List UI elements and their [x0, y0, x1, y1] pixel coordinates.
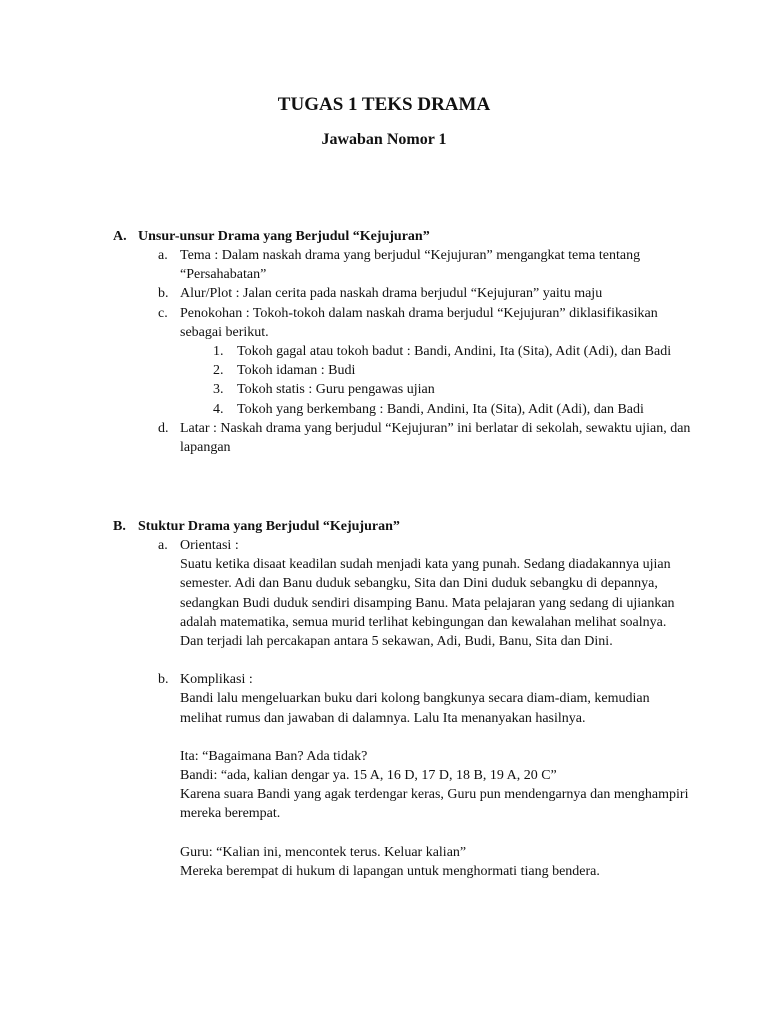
item-marker: b.: [158, 286, 169, 302]
section-a: [113, 227, 693, 457]
sub-list-item: [113, 380, 693, 399]
komplikasi-text: Karena suara Bandi yang agak terdengar keras, Guru pun mendengarnya dan menghampiri mereka berempat.: [180, 787, 689, 822]
list-item: [113, 419, 693, 457]
item-text: Alur/Plot : Jalan cerita pada naskah drama berjudul “Kejujuran” yaitu maju: [180, 286, 603, 302]
section-b-marker: B.: [113, 519, 126, 534]
item-marker: b.: [158, 672, 169, 688]
dialog-line: Bandi: “ada, kalian dengar ya. 15 A, 16 D, 17 D, 18 B, 19 A, 20 C”: [180, 768, 557, 784]
item-marker: a.: [158, 248, 168, 263]
sub-item-text: Tokoh gagal atau tokoh badut : Bandi, Andini, Ita (Sita), Adit (Adi), dan Badi: [237, 344, 672, 360]
section-a-marker: A.: [113, 229, 127, 244]
document-subtitle: Jawaban Nomor 1: [321, 131, 447, 148]
komplikasi-label: Komplikasi :: [180, 672, 253, 688]
list-item: [113, 246, 693, 284]
item-marker: d.: [158, 420, 169, 436]
item-text: Penokohan : Tokoh-tokoh dalam naskah drama berjudul “Kejujuran” diklasifikasikan sebagai berikut.: [180, 305, 658, 340]
dialog-line: Ita: “Bagaimana Ban? Ada tidak?: [180, 748, 368, 764]
document-title: TUGAS 1 TEKS DRAMA: [277, 94, 491, 115]
sub-item-text: Tokoh idaman : Budi: [237, 363, 356, 379]
list-item-komplikasi: [113, 670, 693, 881]
spacer: [180, 728, 693, 747]
komplikasi-text: Bandi lalu mengeluarkan buku dari kolong bangkunya secara diam-diam, kemudian melihat rumus dan jawaban di dalamnya. Lalu Ita menanyakan hasilnya.: [180, 691, 650, 726]
item-marker: a.: [158, 538, 168, 553]
sub-list-item: [113, 400, 693, 419]
list-item: [113, 284, 693, 303]
list-item: [113, 304, 693, 342]
sub-item-marker: 2.: [213, 363, 224, 379]
section-b-heading-text: Stuktur Drama yang Berjudul “Kejujuran”: [138, 519, 400, 534]
sub-item-marker: 4.: [213, 401, 224, 417]
item-text: Tema : Dalam naskah drama yang berjudul “Kejujuran” mengangkat tema tentang “Persahabatan”: [180, 248, 641, 283]
section-b-heading: [113, 517, 693, 536]
orientasi-text: Suatu ketika disaat keadilan sudah menjadi kata yang punah. Sedang diadakannya ujian semester. Adi dan Banu duduk sebangku, Sita dan Dini duduk sebangku di depannya, sedangkan Budi duduk sendiri disamping Banu. Mata pelajaran yang sedang di ujiankan adalah matematika, semua murid terlihat kebingungan dan kewalahan melihat soalnya. Dan terjadi lah percakapan antara 5 sekawan, Adi, Budi, Banu, Sita dan Dini.: [180, 557, 675, 650]
sub-item-text: Tokoh yang berkembang : Bandi, Andini, Ita (Sita), Adit (Adi), dan Badi: [237, 401, 644, 417]
section-a-heading-text: Unsur-unsur Drama yang Berjudul “Kejujuran”: [138, 229, 430, 244]
sub-item-text: Tokoh statis : Guru pengawas ujian: [237, 382, 435, 398]
spacer: [180, 824, 693, 843]
section-b: [113, 517, 693, 881]
sub-item-marker: 3.: [213, 382, 224, 398]
dialog-line: Guru: “Kalian ini, mencontek terus. Keluar kalian”: [180, 844, 467, 860]
list-item-orientasi: [113, 536, 693, 651]
komplikasi-text: Mereka berempat di hukum di lapangan untuk menghormati tiang bendera.: [180, 863, 600, 879]
sub-list-item: [113, 361, 693, 380]
orientasi-label: Orientasi :: [180, 538, 239, 553]
sub-item-marker: 1.: [213, 344, 224, 360]
sub-list-item: [113, 342, 693, 361]
spacer: [113, 651, 693, 670]
section-a-heading: [113, 227, 693, 246]
item-marker: c.: [158, 305, 168, 321]
item-text: Latar : Naskah drama yang berjudul “Kejujuran” ini berlatar di sekolah, sewaktu ujian, dan lapangan: [180, 420, 691, 456]
